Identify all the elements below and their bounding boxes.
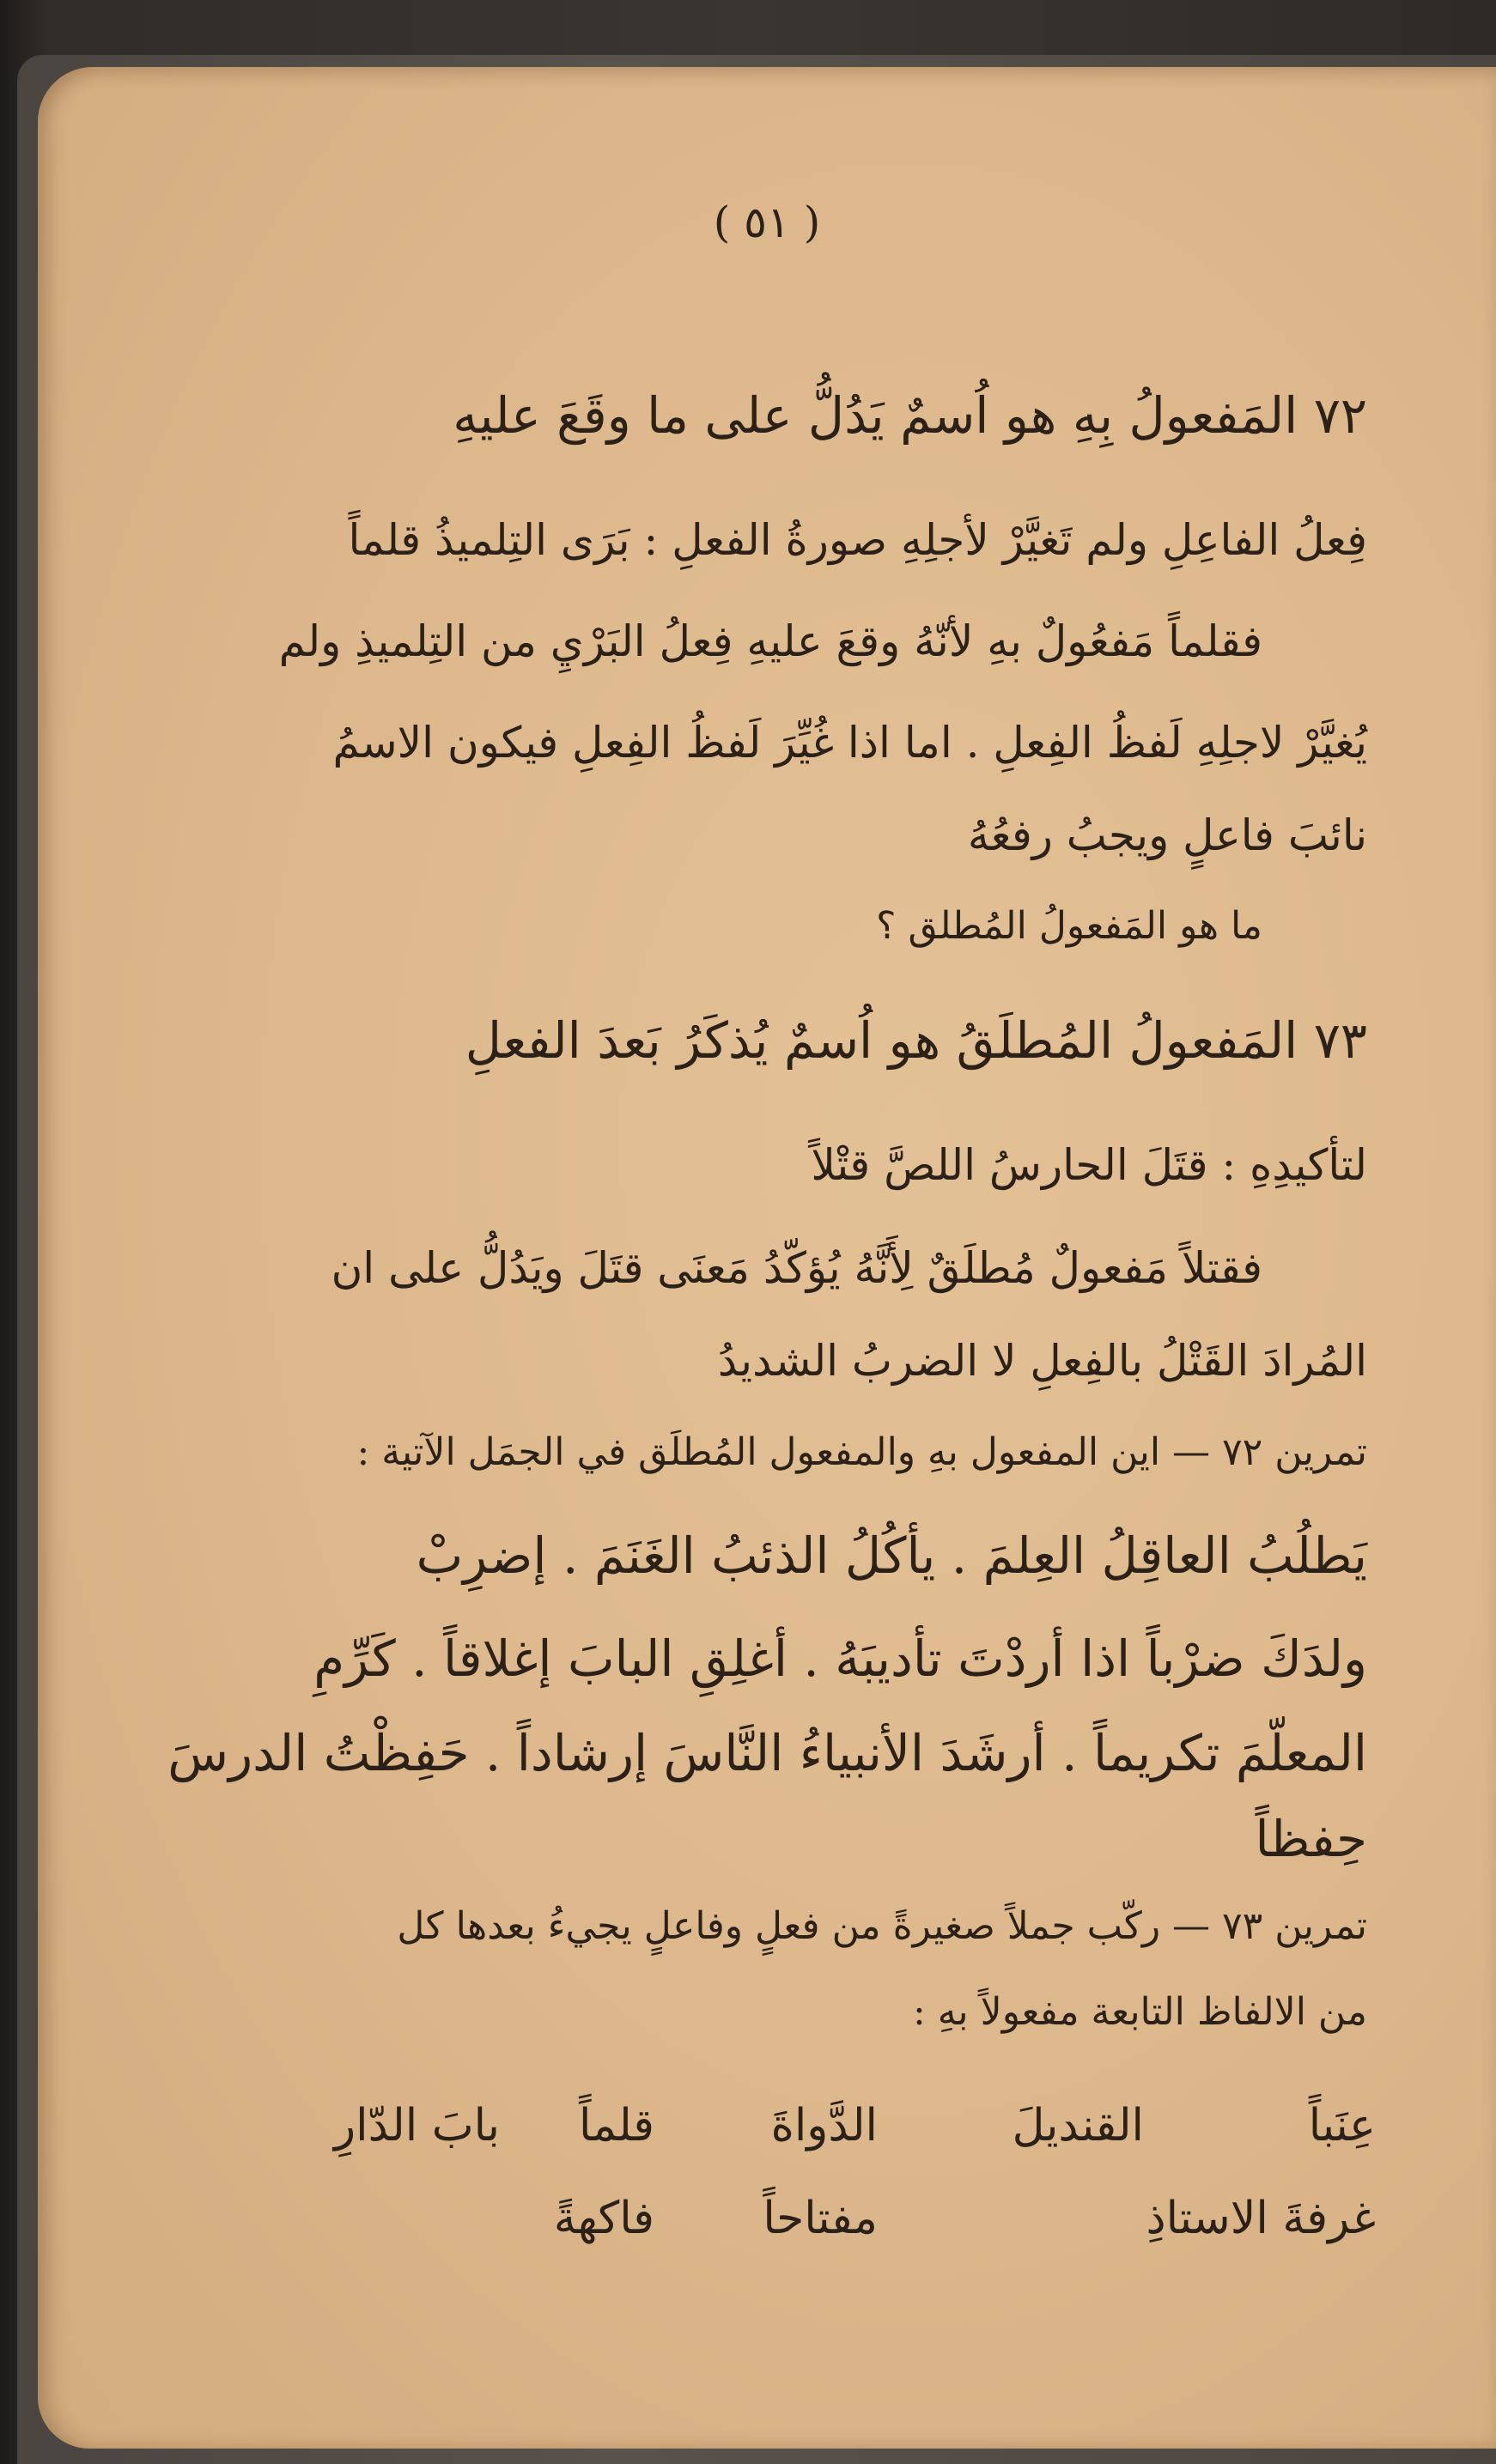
- vocab-word: بابَ الدّارِ: [334, 2100, 500, 2151]
- exercise-73-heading: تمرين ٧٣ — ركّب جملاً صغيرةً من فعلٍ وفاعلٍ يجيءُ بعدها كل: [397, 1904, 1367, 1948]
- section-72-line-2: فِعلُ الفاعِلِ ولم تَغيَّرْ لأجلِهِ صورةُ الفعلِ : بَرَى التِلميذُ قلماً: [348, 515, 1367, 565]
- section-73-line-2: لتأكيدِهِ : قتَلَ الحارسُ اللصَّ قتْلاً: [811, 1140, 1367, 1190]
- exercise-73-heading-cont: من الالفاظ التابعة مفعولاً بهِ :: [913, 1990, 1367, 2034]
- page-number: ( ٥١ ): [713, 197, 821, 247]
- vocab-word: عِنَباً: [1308, 2100, 1376, 2151]
- vocab-word: قلماً: [579, 2100, 654, 2151]
- exercise-72-line-1: يَطلُبُ العاقِلُ العِلمَ . يأكُلُ الذئبُ الغَنَمَ . إضرِبْ: [416, 1526, 1367, 1585]
- question-73: ما هو المَفعولُ المُطلق ؟: [876, 904, 1262, 948]
- section-73-line-3: فقتلاً مَفعولٌ مُطلَقٌ لِأَنَّهُ يُؤكّدُ مَعنَى قتَلَ ويَدُلُّ على ان: [331, 1243, 1262, 1293]
- book-page: [38, 67, 1496, 2449]
- vocab-word: مفتاحاً: [763, 2193, 878, 2244]
- section-72-line-3: فقلماً مَفعُولٌ بهِ لأنّهُ وقعَ عليهِ فِعلُ البَرْيِ من التِلميذِ ولم: [278, 616, 1262, 666]
- section-72-line-4: يُغيَّرْ لاجلِهِ لَفظُ الفِعلِ . اما اذا غُيِّرَ لَفظُ الفِعلِ فيكون الاسمُ: [332, 718, 1367, 768]
- section-72-line-1: ٧٢ المَفعولُ بِهِ هو اُسمٌ يَدُلُّ على ما وقَعَ عليهِ: [453, 386, 1367, 445]
- exercise-72-line-4: حِفظاً: [1255, 1810, 1367, 1868]
- section-72-line-5: نائبَ فاعلٍ ويجبُ رفعُهُ: [967, 810, 1367, 860]
- section-73-line-1: ٧٣ المَفعولُ المُطلَقُ هو اُسمٌ يُذكَرُ بَعدَ الفعلِ: [465, 1011, 1367, 1070]
- exercise-72-line-2: ولدَكَ ضرْباً اذا أردْتَ تأديبَهُ . أغلِقِ البابَ إغلاقاً . كَرِّمِ: [313, 1630, 1367, 1688]
- exercise-72-heading: تمرين ٧٢ — اين المفعول بهِ والمفعول المُطلَق في الجمَل الآتية :: [356, 1430, 1367, 1474]
- section-73-line-4: المُرادَ القَتْلُ بالفِعلِ لا الضربُ الشديدُ: [717, 1336, 1367, 1386]
- exercise-72-line-3: المعلّمَ تكريماً . أرشَدَ الأنبياءُ النَّاسَ إرشاداً . حَفِظْتُ الدرسَ: [167, 1724, 1367, 1782]
- vocab-word: الدَّواةَ: [770, 2100, 878, 2151]
- vocab-word: فاكهةً: [553, 2193, 654, 2244]
- vocab-word: غرفةَ الاستاذِ: [1146, 2193, 1376, 2244]
- vocab-word: القنديلَ: [1012, 2100, 1144, 2151]
